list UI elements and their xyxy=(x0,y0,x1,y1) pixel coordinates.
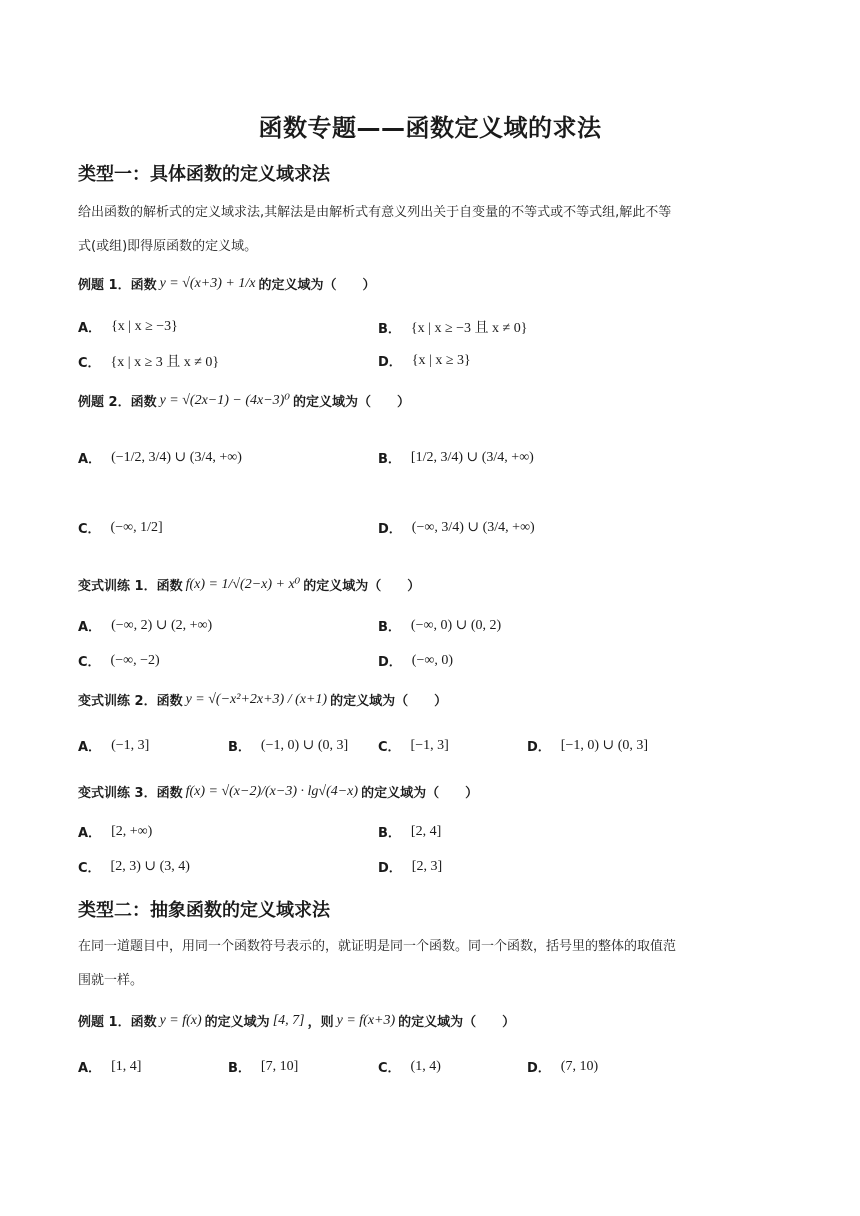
question-label: 变式训练 2．函数 xyxy=(78,694,183,709)
option-value: [2, 3] xyxy=(411,858,443,874)
option-letter: D． xyxy=(527,1061,551,1076)
option-a[interactable] xyxy=(78,616,212,635)
question-expression: f(x) = 1/√(2−x) + x⁰ xyxy=(185,577,301,592)
option-a[interactable] xyxy=(78,448,242,467)
option-letter: B． xyxy=(228,740,251,755)
option-letter: B． xyxy=(228,1061,251,1076)
option-value: (1, 4) xyxy=(410,1058,441,1074)
question-label: 变式训练 1．函数 xyxy=(78,579,183,594)
option-letter: A． xyxy=(78,452,102,467)
option-value: [1/2, 3/4) ∪ (3/4, +∞) xyxy=(410,450,534,465)
option-letter: C． xyxy=(378,1061,401,1076)
option-value: (−1, 0) ∪ (0, 3] xyxy=(260,738,349,753)
intro-line: 式(或组)即得原函数的定义域。 xyxy=(78,239,258,254)
question-5 xyxy=(78,782,478,801)
option-letter: B． xyxy=(378,321,401,337)
question-suffix: 的定义域为（ ） xyxy=(361,786,479,801)
option-letter: B． xyxy=(378,826,401,841)
question-expression: y = √(−x²+2x+3) / (x+1) xyxy=(185,691,328,707)
option-letter: D． xyxy=(378,861,402,876)
question-1 xyxy=(78,274,375,293)
option-letter: C． xyxy=(78,522,101,537)
option-letter: D． xyxy=(378,655,402,670)
option-value: [2, +∞) xyxy=(111,823,153,839)
option-value: (−1, 3] xyxy=(111,737,150,753)
question-label: 例题 1．函数 xyxy=(78,1015,157,1030)
option-b[interactable] xyxy=(378,616,501,635)
option-letter: D． xyxy=(527,740,551,755)
option-value: [−1, 3] xyxy=(410,737,449,753)
section-heading-2: 类型二：抽象函数的定义域求法 xyxy=(78,900,330,921)
question-expression: y = f(x) xyxy=(159,1012,202,1028)
option-value: {x | x ≥ −3 且 x ≠ 0} xyxy=(410,321,528,336)
question-3 xyxy=(78,575,420,594)
option-letter: A． xyxy=(78,620,102,635)
option-letter: D． xyxy=(378,522,402,537)
option-value: [2, 3) ∪ (3, 4) xyxy=(110,859,190,874)
option-value: {x | x ≥ −3} xyxy=(111,318,178,334)
option-letter: D． xyxy=(378,355,402,370)
option-d[interactable] xyxy=(378,857,442,876)
option-letter: C． xyxy=(78,861,101,876)
option-d[interactable] xyxy=(527,1057,598,1076)
option-value: (−∞, 1/2] xyxy=(110,519,163,535)
option-letter: A． xyxy=(78,1061,102,1076)
option-d[interactable] xyxy=(527,736,648,755)
question-suffix: 的定义域为（ ） xyxy=(258,278,376,293)
option-value: [7, 10] xyxy=(260,1058,299,1074)
option-value: (−∞, 3/4) ∪ (3/4, +∞) xyxy=(411,520,535,535)
option-a[interactable] xyxy=(78,317,178,336)
question-expression: y = √(x+3) + 1/x xyxy=(159,275,256,291)
option-value: {x | x ≥ 3 且 x ≠ 0} xyxy=(110,355,220,370)
option-value: (−∞, 2) ∪ (2, +∞) xyxy=(111,618,213,633)
section-intro-1 xyxy=(78,196,784,264)
option-c[interactable] xyxy=(78,518,163,537)
option-c[interactable] xyxy=(78,351,219,371)
option-letter: C． xyxy=(78,655,101,670)
option-value: (−∞, 0) xyxy=(411,652,453,668)
option-letter: C． xyxy=(78,355,101,371)
option-c[interactable] xyxy=(78,651,160,670)
option-b[interactable] xyxy=(378,317,527,337)
question-expression: f(x) = √(x−2)/(x−3) · lg√(4−x) xyxy=(185,783,359,799)
question-label: 例题 2．函数 xyxy=(78,395,157,410)
intro-line: 在同一道题目中，用同一个函数符号表示的，就证明是同一个函数。同一个函数，括号里的整体的取值范 xyxy=(78,939,677,954)
option-a[interactable] xyxy=(78,1057,141,1076)
question-expression: y = f(x+3) xyxy=(336,1012,396,1028)
question-text: 的定义域为 xyxy=(204,1015,270,1030)
option-a[interactable] xyxy=(78,822,152,841)
question-6 xyxy=(78,1011,515,1030)
question-suffix: 的定义域为（ ） xyxy=(330,694,448,709)
option-value: [1, 4] xyxy=(111,1058,142,1074)
option-letter: A． xyxy=(78,826,102,841)
question-interval: [4, 7] xyxy=(272,1012,305,1028)
option-value: {x | x ≥ 3} xyxy=(411,352,471,368)
question-suffix: 的定义域为（ ） xyxy=(303,579,421,594)
option-value: (7, 10) xyxy=(560,1058,599,1074)
question-suffix: 的定义域为（ ） xyxy=(292,395,410,410)
option-value: (−1/2, 3/4) ∪ (3/4, +∞) xyxy=(111,450,242,465)
question-text: ，则 xyxy=(307,1015,334,1030)
option-b[interactable] xyxy=(378,448,534,467)
option-letter: B． xyxy=(378,452,401,467)
question-label: 变式训练 3．函数 xyxy=(78,786,183,801)
question-suffix: 的定义域为（ ） xyxy=(398,1015,516,1030)
section-heading-1: 类型一：具体函数的定义域求法 xyxy=(78,164,330,185)
option-letter: A． xyxy=(78,740,102,755)
option-letter: A． xyxy=(78,321,102,336)
option-d[interactable] xyxy=(378,351,471,370)
question-label: 例题 1．函数 xyxy=(78,278,157,293)
option-d[interactable] xyxy=(378,518,535,537)
option-d[interactable] xyxy=(378,651,453,670)
option-value: (−∞, −2) xyxy=(110,652,160,668)
option-c[interactable] xyxy=(378,1057,441,1076)
option-a[interactable] xyxy=(78,736,149,755)
intro-line: 围就一样。 xyxy=(78,973,144,988)
option-b[interactable] xyxy=(228,736,348,755)
intro-line: 给出函数的解析式的定义域求法,其解法是由解析式有意义列出关于自变量的不等式或不等式组,解此不等 xyxy=(78,205,672,220)
page-title: 函数专题——函数定义域的求法 xyxy=(258,114,602,142)
option-letter: B． xyxy=(378,620,401,635)
question-2 xyxy=(78,391,410,410)
option-c[interactable] xyxy=(78,857,190,876)
question-4 xyxy=(78,690,447,709)
question-expression: y = √(2x−1) − (4x−3)⁰ xyxy=(159,393,290,408)
option-b[interactable] xyxy=(228,1057,298,1076)
option-value: [2, 4] xyxy=(410,823,442,839)
option-letter: C． xyxy=(378,740,401,755)
option-b[interactable] xyxy=(378,822,441,841)
section-intro-2 xyxy=(78,930,784,998)
option-value: [−1, 0) ∪ (0, 3] xyxy=(560,738,649,753)
option-value: (−∞, 0) ∪ (0, 2) xyxy=(410,618,502,633)
option-c[interactable] xyxy=(378,736,449,755)
